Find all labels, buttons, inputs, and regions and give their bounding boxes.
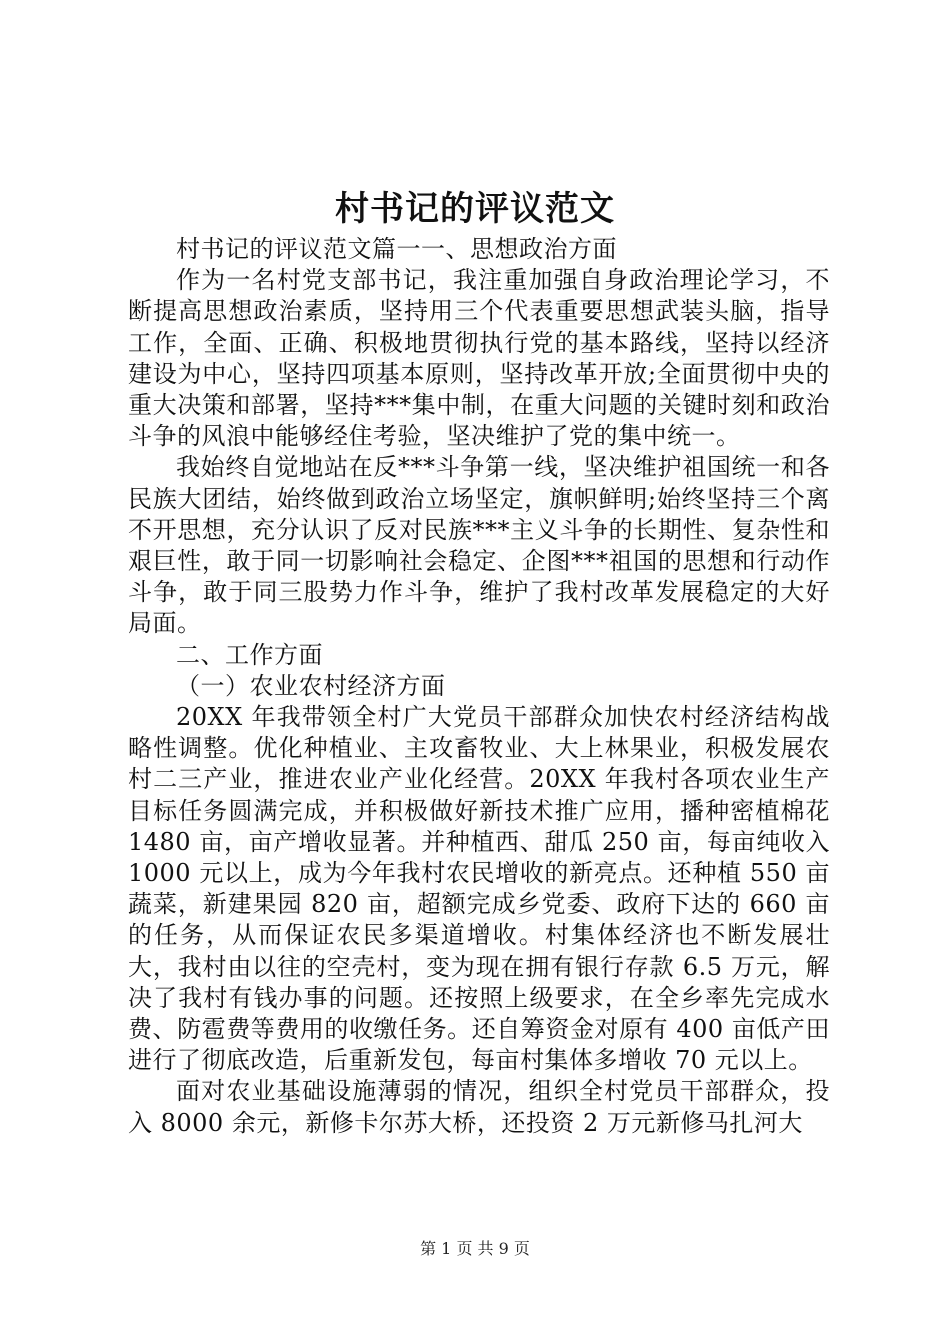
document-body [128, 234, 830, 1139]
paragraph: 我始终自觉地站在反***斗争第一线，坚决维护祖国统一和各民族大团结，始终做到政治立场坚定，旗帜鲜明;始终坚持三个离不开思想，充分认识了反对民族***主义斗争的长期性、复杂性和艰巨性，敢于同一切影响社会稳定、企图***祖国的思想和行动作斗争，敢于同三股势力作斗争，维护了我村改革发展稳定的大好局面。 [128, 453, 830, 638]
paragraph: 村书记的评议范文篇一一、思想政治方面 [176, 235, 617, 263]
paragraph: 作为一名村党支部书记，我注重加强自身政治理论学习，不断提高思想政治素质，坚持用三个代表重要思想武装头脑，指导工作，全面、正确、积极地贯彻执行党的基本路线，坚持以经济建设为中心，坚持四项基本原则，坚持改革开放;全面贯彻中央的重大决策和部署，坚持***集中制，在重大问题的关键时刻和政治斗争的风浪中能够经住考验，坚决维护了党的集中统一。 [128, 266, 830, 451]
page-footer: 第 1 页 共 9 页 [420, 1239, 530, 1258]
paragraph: 面对农业基础设施薄弱的情况，组织全村党员干部群众，投入 8000 余元，新修卡尔苏大桥，还投资 2 万元新修马扎河大 [128, 1077, 830, 1137]
document-title: 村书记的评议范文 [335, 189, 615, 229]
subsection-heading: （一）农业农村经济方面 [176, 671, 446, 700]
section-heading: 二、工作方面 [176, 640, 323, 669]
paragraph: 20XX 年我带领全村广大党员干部群众加快农村经济结构战略性调整。优化种植业、主攻畜牧业、大上林果业，积极发展农村二三产业，推进农业产业化经营。20XX 年我村各项农业生产目标任务圆满完成，并积极做好新技术推广应用，播种密植棉花 1480 亩，亩产增收显著。并种植西、甜瓜 250 亩，每亩纯收入 1000 元以上，成为今年我村农民增收的新亮点。还种植 550 亩蔬菜，新建果园 820 亩，超额完成乡党委、政府下达的 660 亩的任务，从而保证农民多渠道增收。村集体经济也不断发展壮大，我村由以往的空壳村，变为现在拥有银行存款 6.5 万元，解决了我村有钱办事的问题。还按照上级要求，在全乡率先完成水费、防雹费等费用的收缴任务。还自筹资金对原有 400 亩低产田进行了彻底改造，后重新发包，每亩村集体多增收 70 元以上。 [128, 703, 830, 1075]
